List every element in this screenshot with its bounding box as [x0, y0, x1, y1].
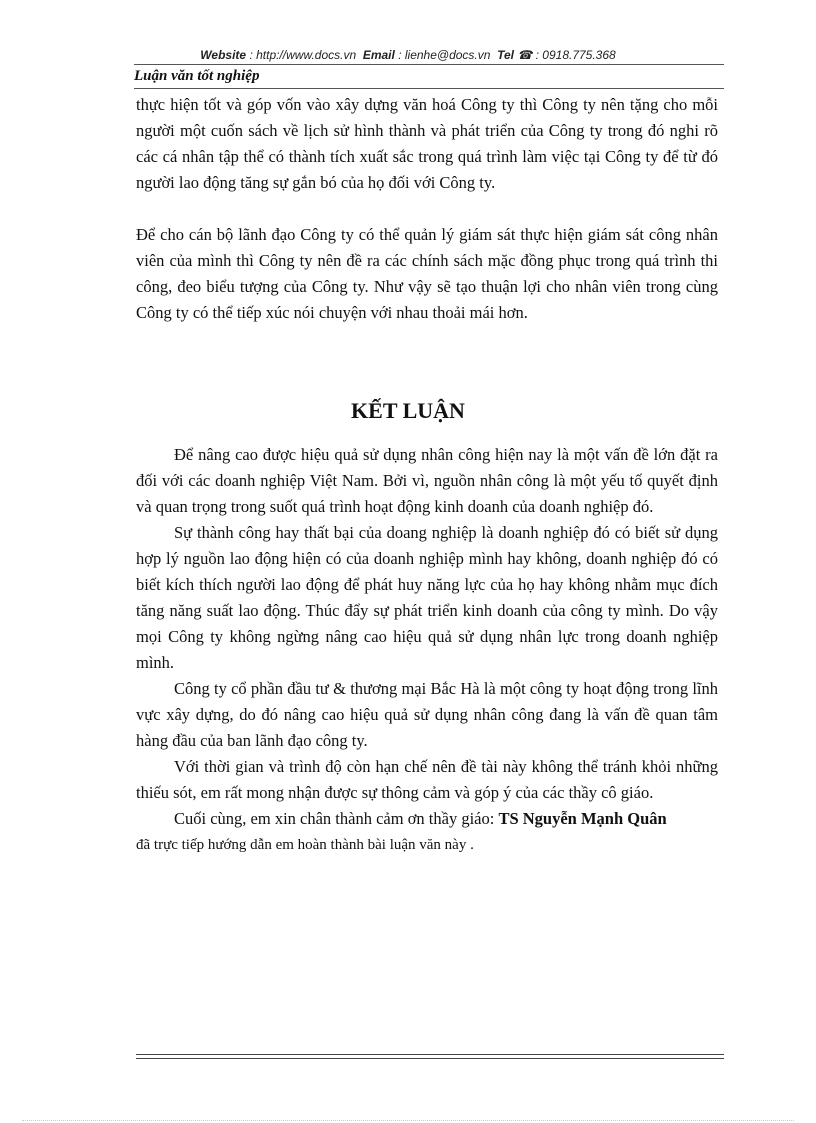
conclusion-paragraph: Với thời gian và trình độ còn hạn chế nên đề tài này không thể tránh khỏi những thiếu sót, em rất mong nhận được sự thông cảm và góp ý của các thầy cô giáo. — [136, 757, 718, 802]
page-edge — [22, 1120, 794, 1121]
closing-paragraph — [136, 806, 718, 832]
footer-divider-1 — [136, 1054, 724, 1055]
website-value[interactable]: : http://www.docs.vn — [249, 48, 357, 62]
body-paragraph: thực hiện tốt và góp vốn vào xây dựng văn hoá Công ty thì Công ty nên tặng cho mỗi người một cuốn sách về lịch sử hình thành và phát triển của Công ty trong đó nghi rõ các cá nhân tập thể có thành tích xuất sắc trong quá trình làm việc tại Công ty để từ đó người lao động tăng sự gắn bó của họ đối với Công ty. — [136, 95, 718, 192]
advisor-name: TS Nguyễn Mạnh Quân — [498, 809, 667, 828]
conclusion-body — [136, 442, 718, 858]
closing-text: Cuối cùng, em xin chân thành cảm ơn thầy giáo: — [174, 809, 499, 828]
header-divider — [134, 64, 724, 65]
email-label: Email — [362, 48, 395, 62]
tel-value: ☎ : 0918.775.368 — [517, 48, 616, 62]
paragraph-top-1 — [136, 92, 718, 196]
paragraph-top-2 — [136, 222, 718, 326]
page-header — [0, 48, 816, 62]
conclusion-paragraph: Để nâng cao được hiệu quả sử dụng nhân công hiện nay là một vấn đề lớn đặt ra đối với các doanh nghiệp Việt Nam. Bởi vì, nguồn nhân công là một yếu tố quyết định và quan trọng trong suốt quá trình hoạt động kinh doanh của doanh nghiệp đó. — [136, 445, 718, 516]
website-label: Website — [200, 48, 247, 62]
subtitle-divider — [134, 88, 724, 89]
footer-divider-2 — [136, 1058, 724, 1059]
section-heading: KẾT LUẬN — [351, 398, 465, 423]
body-paragraph: Để cho cán bộ lãnh đạo Công ty có thể quản lý giám sát thực hiện giám sát công nhân viên của mình thì Công ty nên đề ra các chính sách mặc đồng phục trong quá trình thi công, đeo biểu tượng của Công ty. Như vậy sẽ tạo thuận lợi cho nhân viên trong cùng Công ty có thể tiếp xúc nói chuyện với nhau thoải mái hơn. — [136, 225, 718, 322]
tel-label: Tel — [497, 48, 514, 62]
conclusion-paragraph: Sự thành công hay thất bại của doang nghiệp là doanh nghiệp đó có biết sử dụng hợp lý nguồn lao động hiện có của doanh nghiệp mình hay không, doanh nghiệp đó có biết kích thích người lao động để phát huy năng lực của họ hay không nhằm mục đích tăng năng suất lao động. Thúc đẩy sự phát triển kinh doanh của công ty mình. Do vậy mọi Công ty không ngừng nâng cao hiệu quả sử dụng nhân lực trong doanh nghiệp mình. — [136, 523, 718, 672]
email-value[interactable]: : lienhe@docs.vn — [398, 48, 491, 62]
document-subtitle: Luận văn tốt nghiệp — [134, 68, 260, 84]
conclusion-paragraph: Công ty cổ phần đầu tư & thương mại Bắc Hà là một công ty hoạt động trong lĩnh vực xây dựng, do đó nâng cao hiệu quả sử dụng nhân công đang là vấn đề quan tâm hàng đầu của ban lãnh đạo công ty. — [136, 679, 718, 750]
closing-text-continued: đã trực tiếp hướng dẫn em hoàn thành bài luận văn này . — [136, 837, 474, 853]
